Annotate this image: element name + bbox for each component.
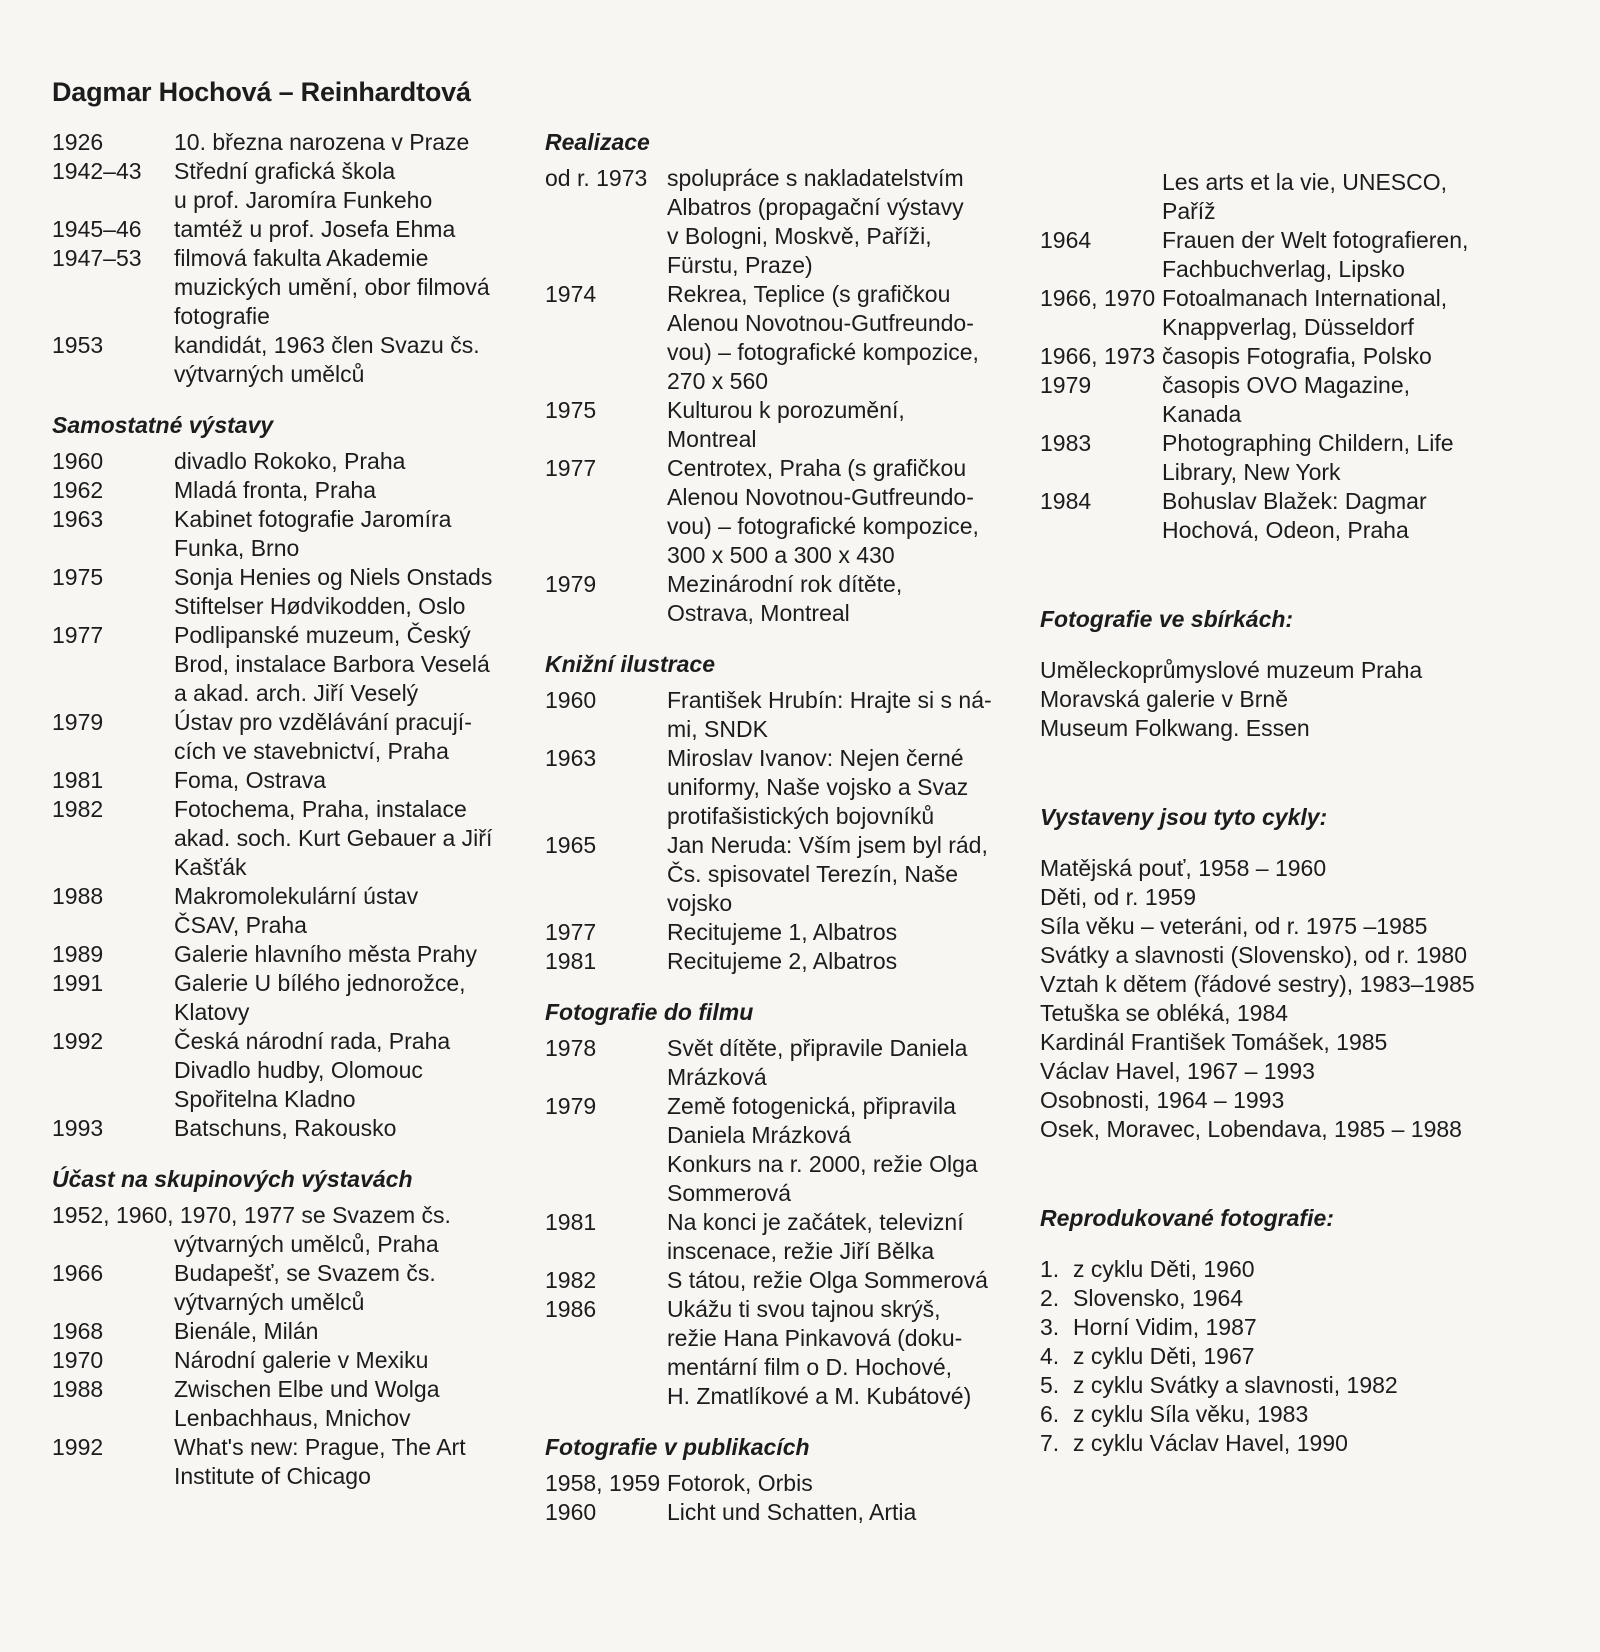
entry-year: 1977: [52, 622, 104, 648]
entry-line: Knappverlag, Düsseldorf: [1162, 314, 1414, 340]
entry-row: [52, 447, 512, 476]
entry-text: [174, 563, 512, 621]
entry-text: [667, 918, 1005, 947]
item-number: 2.: [1040, 1285, 1060, 1311]
entry-row: [52, 128, 512, 157]
entry-year: 1992: [52, 1434, 104, 1460]
entry-text: [667, 1295, 1005, 1411]
entry-text: [174, 1433, 512, 1491]
entry-text: [1162, 284, 1510, 342]
entry-line: Sonja Henies og Niels Onstads: [174, 564, 493, 590]
entry-line: Montreal: [667, 426, 757, 452]
entry-line: mentární film o D. Hochové,: [667, 1354, 953, 1380]
entry-text: [667, 280, 1005, 396]
entry-line: Fachbuchverlag, Lipsko: [1162, 256, 1405, 282]
entry-row: [1040, 342, 1510, 371]
column-middle: [545, 128, 1005, 1549]
item-text: z cyklu Děti, 1960: [1073, 1256, 1255, 1282]
entry-row: [52, 795, 512, 882]
entry-row: [545, 454, 1005, 570]
entry-line: výtvarných umělců: [174, 361, 365, 387]
entry-text: [1162, 371, 1510, 429]
page-title: Dagmar Hochová – Reinhardtová: [52, 77, 471, 107]
entry-line: vou) – fotografické kompozice,: [667, 339, 979, 365]
entry-year: 1947–53: [52, 245, 142, 271]
entry-text: [174, 447, 512, 476]
entry-row: [1040, 371, 1510, 429]
entry-text: [1162, 429, 1510, 487]
entry-year: 1942–43: [52, 158, 142, 184]
entry-text: [174, 1114, 512, 1143]
entry-row: [52, 157, 512, 215]
entry-line: Funka, Brno: [174, 535, 300, 561]
entry-row: [1040, 226, 1510, 284]
entry-line: Alenou Novotnou-Gutfreundo-: [667, 310, 974, 336]
entry-year: 1981: [52, 767, 104, 793]
entry-year: 1945–46: [52, 216, 142, 242]
list-item: Tetuška se obléká, 1984: [1040, 1000, 1289, 1026]
section-title: Vystaveny jsou tyto cykly:: [1040, 804, 1328, 830]
entry-line: ČSAV, Praha: [174, 912, 307, 938]
entry-text: [667, 744, 1005, 831]
entry-line: inscenace, režie Jiří Bělka: [667, 1238, 935, 1264]
entry-row: [52, 331, 512, 389]
entry-row: [1040, 168, 1510, 226]
ilustrace-section: [545, 650, 1005, 976]
section-title: Fotografie do filmu: [545, 999, 754, 1025]
entry-text: [667, 1208, 1005, 1266]
entry-text: [667, 1469, 1005, 1498]
list-item: Václav Havel, 1967 – 1993: [1040, 1058, 1315, 1084]
entry-text: [667, 570, 1005, 628]
entry-text: [174, 708, 512, 766]
entry-row: [545, 1498, 1005, 1527]
entry-row: [545, 1034, 1005, 1092]
section-title: Fotografie ve sbírkách:: [1040, 606, 1294, 632]
list-item: Matějská pouť, 1958 – 1960: [1040, 855, 1327, 881]
entry-row: [52, 505, 512, 563]
entry-line: Svět dítěte, připravile Daniela: [667, 1035, 968, 1061]
entry-row: [545, 396, 1005, 454]
entry-text: [174, 969, 512, 1027]
entry-year: [1040, 168, 1162, 226]
entry-text: [1162, 487, 1510, 545]
entry-row: [52, 969, 512, 1027]
entry-text: [174, 621, 512, 708]
entry-line: Frauen der Welt fotografieren,: [1162, 227, 1469, 253]
entry-text: [667, 1092, 1005, 1208]
entry-line: Kabinet fotografie Jaromíra: [174, 506, 452, 532]
list-item: Síla věku – veteráni, od r. 1975 –1985: [1040, 913, 1428, 939]
entry-line: Bohuslav Blažek: Dagmar: [1162, 488, 1427, 514]
entry-line: Mrázková: [667, 1064, 767, 1090]
section-title: Účast na skupinových výstavách: [52, 1166, 413, 1192]
entry-text: [667, 1266, 1005, 1295]
publikace-continued: [1040, 168, 1510, 545]
entry-row: [545, 280, 1005, 396]
entry-text: [667, 947, 1005, 976]
entry-line: 10. března narozena v Praze: [174, 129, 470, 155]
entry-year: 1953: [52, 332, 104, 358]
entry-year: 1963: [52, 506, 104, 532]
entry-line: Spořitelna Kladno: [174, 1086, 356, 1112]
entry-line: What's new: Prague, The Art: [174, 1434, 466, 1460]
entry-year: 1982: [52, 796, 104, 822]
entry-line: cích ve stavebnictví, Praha: [174, 738, 449, 764]
entry-year: 1986: [545, 1296, 597, 1322]
entry-line: Ústav pro vzdělávání pracují-: [174, 709, 472, 735]
entry-line: Fotochema, Praha, instalace: [174, 796, 467, 822]
entry-line: vou) – fotografické kompozice,: [667, 513, 979, 539]
entry-text: [174, 128, 512, 157]
entry-line: Brod, instalace Barbora Veselá: [174, 651, 490, 677]
entry-line: Sommerová: [667, 1180, 791, 1206]
entry-row: [52, 215, 512, 244]
entry-row: [52, 1259, 512, 1317]
entry-year: 1983: [1040, 430, 1092, 456]
list-item: Svátky a slavnosti (Slovensko), od r. 1980: [1040, 942, 1467, 968]
entry-row: [1040, 284, 1510, 342]
entry-line: H. Zmatlíkové a M. Kubátové): [667, 1383, 972, 1409]
item-text: Horní Vidim, 1987: [1073, 1314, 1257, 1340]
entry-row: [52, 940, 512, 969]
entry-year: 1965: [545, 832, 597, 858]
entry-line: Čs. spisovatel Terezín, Naše: [667, 861, 959, 887]
list-item: Museum Folkwang. Essen: [1040, 715, 1310, 741]
entry-row: [52, 1230, 512, 1259]
entry-year: 1966, 1973: [1040, 343, 1156, 369]
entry-text: [174, 476, 512, 505]
entry-line: Recitujeme 1, Albatros: [667, 919, 898, 945]
entry-text: [174, 1230, 512, 1259]
entry-line: Alenou Novotnou-Gutfreundo-: [667, 484, 974, 510]
entry-year: 1960: [52, 448, 104, 474]
column-left: [52, 128, 512, 1513]
entry-line: Licht und Schatten, Artia: [667, 1499, 917, 1525]
entry-line: Ostrava, Montreal: [667, 600, 850, 626]
entry-text: [667, 396, 1005, 454]
entry-year: 1975: [545, 397, 597, 423]
entry-line: Mezinárodní rok dítěte,: [667, 571, 903, 597]
entry-year: 1993: [52, 1115, 104, 1141]
entry-row: [545, 1266, 1005, 1295]
entry-row: [52, 1346, 512, 1375]
item-number: 4.: [1040, 1343, 1060, 1369]
entry-line: Střední grafická škola: [174, 158, 396, 184]
entry-text: [174, 1375, 512, 1433]
entry-line: Institute of Chicago: [174, 1463, 371, 1489]
entry-line: výtvarných umělců, Praha: [174, 1231, 439, 1257]
entry-year: 1979: [545, 571, 597, 597]
entry-row: [52, 882, 512, 940]
entry-line: Galerie hlavního města Prahy: [174, 941, 477, 967]
entry-line: Jan Neruda: Vším jsem byl rád,: [667, 832, 988, 858]
entry-line: Kanada: [1162, 401, 1242, 427]
entry-line: Hochová, Odeon, Praha: [1162, 517, 1409, 543]
entry-line: tamtéž u prof. Josefa Ehma: [174, 216, 456, 242]
entry-row: [52, 621, 512, 708]
section-title: Samostatné výstavy: [52, 412, 274, 438]
entry-year: 1977: [545, 919, 597, 945]
entry-line: Konkurs na r. 2000, režie Olga: [667, 1151, 978, 1177]
entry-year: 1989: [52, 941, 104, 967]
list-item: [1040, 1429, 1510, 1458]
entry-row: [545, 570, 1005, 628]
entry-row: [52, 1317, 512, 1346]
entry-year: 1960: [545, 687, 597, 713]
item-text: z cyklu Síla věku, 1983: [1073, 1401, 1309, 1427]
entry-line: Daniela Mrázková: [667, 1122, 852, 1148]
entry-line: František Hrubín: Hrajte si s ná-: [667, 687, 992, 713]
entry-line: Stiftelser Hødvikodden, Oslo: [174, 593, 466, 619]
entry-line: S tátou, režie Olga Sommerová: [667, 1267, 988, 1293]
entry-line: Mladá fronta, Praha: [174, 477, 377, 503]
entry-line: Kulturou k porozumění,: [667, 397, 905, 423]
entry-line: Fotorok, Orbis: [667, 1470, 813, 1496]
entry-text: [174, 940, 512, 969]
list-item: Osek, Moravec, Lobendava, 1985 – 1988: [1040, 1116, 1462, 1142]
entry-text: [667, 1034, 1005, 1092]
list-item: [1040, 1400, 1510, 1429]
entry-line: Centrotex, Praha (s grafičkou: [667, 455, 967, 481]
entry-line: u prof. Jaromíra Funkeho: [174, 187, 433, 213]
entry-year: 1979: [545, 1093, 597, 1119]
list-item: [1040, 1284, 1510, 1313]
entry-line: Paříž: [1162, 198, 1216, 224]
entry-line: Podlipanské muzeum, Český: [174, 622, 471, 648]
entry-year: 1988: [52, 883, 104, 909]
entry-row: [545, 947, 1005, 976]
publikace-section: [545, 1433, 1005, 1527]
entry-text: [174, 1317, 512, 1346]
entry-line: a akad. arch. Jiří Veselý: [174, 680, 419, 706]
reproductions-section: [1040, 1204, 1510, 1458]
entry-line: Galerie U bílého jednorožce,: [174, 970, 466, 996]
entry-text: [174, 1259, 512, 1317]
entry-line: spolupráce s nakladatelstvím: [667, 165, 964, 191]
entry-text: [667, 1498, 1005, 1527]
entry-row: [52, 1375, 512, 1433]
entry-line: Photographing Childern, Life: [1162, 430, 1454, 456]
entry-year: 1981: [545, 1209, 597, 1235]
entry-year: 1979: [52, 709, 104, 735]
entry-line: Kašťák: [174, 854, 247, 880]
list-item: Vztah k dětem (řádové sestry), 1983–1985: [1040, 971, 1475, 997]
list-item: [1040, 1342, 1510, 1371]
item-number: 3.: [1040, 1314, 1060, 1340]
entry-line: Makromolekulární ústav: [174, 883, 419, 909]
entry-line: Česká národní rada, Praha: [174, 1028, 451, 1054]
entry-line: Lenbachhaus, Mnichov: [174, 1405, 411, 1431]
entry-line: Bienále, Milán: [174, 1318, 319, 1344]
entry-row: [1040, 487, 1510, 545]
entry-text: [174, 244, 512, 331]
entry-row: [52, 476, 512, 505]
entry-line: Recitujeme 2, Albatros: [667, 948, 898, 974]
entry-year: 1975: [52, 564, 104, 590]
entry-year: 1964: [1040, 227, 1092, 253]
film-section: [545, 998, 1005, 1411]
entry-line: Národní galerie v Mexiku: [174, 1347, 429, 1373]
entry-row: [545, 744, 1005, 831]
entry-line: fotografie: [174, 303, 270, 329]
entry-year: 1970: [52, 1347, 104, 1373]
list-item: Osobnosti, 1964 – 1993: [1040, 1087, 1285, 1113]
entry-year: 1992: [52, 1028, 104, 1054]
entry-line: Rekrea, Teplice (s grafičkou: [667, 281, 951, 307]
entry-line: Klatovy: [174, 999, 250, 1025]
entry-line: Zwischen Elbe und Wolga: [174, 1376, 440, 1402]
cycles-section: [1040, 803, 1510, 1144]
entry-line: výtvarných umělců: [174, 1289, 365, 1315]
entry-line: Fotoalmanach International,: [1162, 285, 1448, 311]
entry-line: v Bologni, Moskvě, Paříži,: [667, 223, 932, 249]
entry-text: [1162, 168, 1510, 226]
entry-line: 270 x 560: [667, 368, 769, 394]
list-item: [1040, 1371, 1510, 1400]
section-title: Fotografie v publikacích: [545, 1434, 810, 1460]
entry-year: 1988: [52, 1376, 104, 1402]
entry-row: [52, 1433, 512, 1491]
list-item: Moravská galerie v Brně: [1040, 686, 1288, 712]
entry-row: [545, 164, 1005, 280]
entry-text: [174, 795, 512, 882]
entry-text: [174, 1027, 512, 1114]
entry-line: muzických umění, obor filmová: [174, 274, 490, 300]
entry-line: Fürstu, Praze): [667, 252, 813, 278]
entry-year: 1958, 1959: [545, 1470, 661, 1496]
entry-text: [174, 505, 512, 563]
item-number: 6.: [1040, 1401, 1060, 1427]
entry-year: 1979: [1040, 372, 1092, 398]
list-item: Kardinál František Tomášek, 1985: [1040, 1029, 1388, 1055]
item-number: 5.: [1040, 1372, 1060, 1398]
entry-year: [52, 1230, 174, 1259]
item-text: z cyklu Děti, 1967: [1073, 1343, 1255, 1369]
entry-text: [174, 1346, 512, 1375]
entry-year: 1984: [1040, 488, 1092, 514]
realizace-section: [545, 128, 1005, 628]
entry-row: [52, 1027, 512, 1114]
entry-row: [545, 1208, 1005, 1266]
entry-line: vojsko: [667, 890, 733, 916]
entry-year: 1981: [545, 948, 597, 974]
entry-line: Ukážu ti svou tajnou skrýš,: [667, 1296, 941, 1322]
entry-year: 1926: [52, 129, 104, 155]
column-right: [1040, 168, 1510, 1518]
item-text: z cyklu Svátky a slavnosti, 1982: [1073, 1372, 1398, 1398]
entry-year: 1962: [52, 477, 104, 503]
entry-text: [1162, 342, 1510, 371]
entry-line: filmová fakulta Akademie: [174, 245, 429, 271]
entry-row: [545, 1295, 1005, 1411]
collections-section: [1040, 605, 1510, 743]
entry-year: 1966: [52, 1260, 104, 1286]
section-title: Realizace: [545, 129, 650, 155]
entry-year: 1982: [545, 1267, 597, 1293]
item-text: Slovensko, 1964: [1073, 1285, 1244, 1311]
entry-row: [52, 1114, 512, 1143]
entry-row: [545, 686, 1005, 744]
group-exhibitions-section: [52, 1165, 512, 1491]
solo-exhibitions-section: [52, 411, 512, 1143]
section-title: Reprodukované fotografie:: [1040, 1205, 1334, 1231]
entry-text: [667, 454, 1005, 570]
entry-line: Batschuns, Rakousko: [174, 1115, 397, 1141]
item-text: z cyklu Václav Havel, 1990: [1073, 1430, 1348, 1456]
entry-row: [52, 708, 512, 766]
bio-section: [52, 128, 512, 389]
entry-row: [52, 244, 512, 331]
entry-line: Library, New York: [1162, 459, 1341, 485]
entry-line: Albatros (propagační výstavy: [667, 194, 964, 220]
entry-line: divadlo Rokoko, Praha: [174, 448, 406, 474]
entry-line: Les arts et la vie, UNESCO,: [1162, 169, 1448, 195]
entry-year: 1966, 1970: [1040, 285, 1156, 311]
section-title: Knižní ilustrace: [545, 651, 715, 677]
entry-line: režie Hana Pinkavová (doku-: [667, 1325, 963, 1351]
entry-line: protifašistických bojovníků: [667, 803, 935, 829]
list-item: [1040, 1313, 1510, 1342]
entry-text: [667, 831, 1005, 918]
entry-row: [52, 563, 512, 621]
entry-row: [52, 766, 512, 795]
entry-line: mi, SNDK: [667, 716, 768, 742]
entry-year: od r. 1973: [545, 165, 648, 191]
entry-text: [174, 331, 512, 389]
entry-text: [174, 766, 512, 795]
entry-line: Divadlo hudby, Olomouc: [174, 1057, 423, 1083]
item-number: 1.: [1040, 1256, 1060, 1282]
entry-year: 1968: [52, 1318, 104, 1344]
list-item: [1040, 1255, 1510, 1284]
item-number: 7.: [1040, 1430, 1060, 1456]
entry-year: 1963: [545, 745, 597, 771]
entry-year: 1991: [52, 970, 104, 996]
list-item: Děti, od r. 1959: [1040, 884, 1196, 910]
entry-row: [1040, 429, 1510, 487]
entry-line: Budapešť, se Svazem čs.: [174, 1260, 436, 1286]
entry-row: [545, 1469, 1005, 1498]
entry-line: časopis OVO Magazine,: [1162, 372, 1411, 398]
entry-line: uniformy, Naše vojsko a Svaz: [667, 774, 969, 800]
entry-text: [174, 215, 512, 244]
list-item: Uměleckoprůmyslové muzeum Praha: [1040, 657, 1423, 683]
entry-text: [1162, 226, 1510, 284]
entry-row: [545, 1092, 1005, 1208]
entry-year: 1977: [545, 455, 597, 481]
entry-line: kandidát, 1963 člen Svazu čs.: [174, 332, 480, 358]
entry-row: [545, 831, 1005, 918]
entry-text: [174, 882, 512, 940]
entry-line: 1952, 1960, 1970, 1977 se Svazem čs.: [52, 1202, 451, 1228]
entry-line: akad. soch. Kurt Gebauer a Jiří: [174, 825, 493, 851]
entry-row: [545, 918, 1005, 947]
entry-year: 1974: [545, 281, 597, 307]
entry-text: [667, 164, 1005, 280]
entry-line: Na konci je začátek, televizní: [667, 1209, 964, 1235]
entry-line: časopis Fotografia, Polsko: [1162, 343, 1432, 369]
entry-text: [667, 686, 1005, 744]
entry-text: [174, 157, 512, 215]
entry-line: Foma, Ostrava: [174, 767, 327, 793]
entry-year: 1960: [545, 1499, 597, 1525]
entry-line: Země fotogenická, připravila: [667, 1093, 956, 1119]
entry-line: Miroslav Ivanov: Nejen černé: [667, 745, 964, 771]
entry-year: 1978: [545, 1035, 597, 1061]
entry-line: 300 x 500 a 300 x 430: [667, 542, 895, 568]
